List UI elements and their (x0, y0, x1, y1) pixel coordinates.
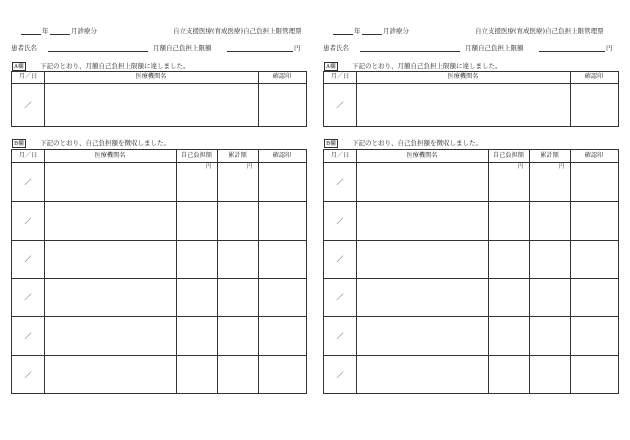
section-a-tag: A欄 (326, 64, 336, 70)
month-label: 月診療分 (383, 27, 409, 35)
col-seal-header: 確認印 (584, 152, 604, 159)
col-seal-header: 確認印 (584, 73, 604, 80)
date-slash[interactable]: ／ (24, 101, 32, 109)
col-institution-header: 医療機関名 (94, 152, 126, 159)
form-title: 自立支援医療(育成医療)自己負担上限管理票 (173, 27, 302, 35)
section-b-tag: B欄 (326, 141, 336, 147)
copay-yen-unit: 円 (518, 164, 524, 170)
date-slash[interactable]: ／ (24, 255, 32, 263)
col-date-header: 月／日 (18, 152, 38, 159)
section-a-description: 下記のとおり、月額自己負担上限額に達しました。 (352, 62, 502, 70)
col-copay-header: 自己負担額 (493, 152, 524, 159)
copay-yen-unit: 円 (206, 164, 212, 170)
patient-name-field[interactable] (360, 51, 460, 52)
date-slash[interactable]: ／ (336, 178, 344, 186)
cumulative-yen-unit: 円 (559, 164, 565, 170)
col-date-header: 月／日 (330, 152, 350, 159)
col-cumulative-header: 累計額 (540, 152, 559, 159)
section-b-description: 下記のとおり、自己負担額を徴収しました。 (40, 139, 170, 147)
patient-name-field[interactable] (48, 51, 148, 52)
year-label: 年 (354, 27, 361, 35)
section-b-description: 下記のとおり、自己負担額を徴収しました。 (352, 139, 482, 147)
col-date-header: 月／日 (18, 73, 38, 80)
date-slash[interactable]: ／ (24, 332, 32, 340)
management-form-left (11, 0, 307, 440)
col-date-header: 月／日 (330, 73, 350, 80)
year-blank[interactable] (333, 34, 353, 35)
patient-name-label: 患者氏名 (323, 44, 349, 52)
date-slash[interactable]: ／ (336, 101, 344, 109)
col-cumulative-header: 累計額 (228, 152, 247, 159)
month-blank[interactable] (362, 34, 382, 35)
section-a-tag: A欄 (14, 64, 24, 70)
monthly-limit-label: 月額自己負担上限額 (465, 44, 524, 52)
year-label: 年 (42, 27, 49, 35)
monthly-limit-field[interactable] (539, 51, 605, 52)
col-copay-header: 自己負担額 (181, 152, 212, 159)
date-slash[interactable]: ／ (24, 178, 32, 186)
year-blank[interactable] (21, 34, 41, 35)
section-b-tag: B欄 (14, 141, 24, 147)
col-institution-header: 医療機関名 (406, 152, 438, 159)
col-seal-header: 確認印 (272, 73, 292, 80)
date-slash[interactable]: ／ (336, 255, 344, 263)
date-slash[interactable]: ／ (336, 371, 344, 379)
management-form-right (323, 0, 619, 440)
date-slash[interactable]: ／ (24, 293, 32, 301)
col-institution-header: 医療機関名 (447, 73, 479, 80)
limit-yen-label: 円 (294, 44, 301, 52)
monthly-limit-label: 月額自己負担上限額 (153, 44, 212, 52)
month-blank[interactable] (50, 34, 70, 35)
limit-yen-label: 円 (606, 44, 613, 52)
cumulative-yen-unit: 円 (247, 164, 253, 170)
section-a-table (323, 71, 619, 127)
section-b-table (323, 149, 619, 394)
patient-name-label: 患者氏名 (11, 44, 37, 52)
form-title: 自立支援医療(育成医療)自己負担上限管理票 (475, 27, 604, 35)
col-seal-header: 確認印 (272, 152, 292, 159)
date-slash[interactable]: ／ (24, 217, 32, 225)
section-b-table (11, 149, 307, 394)
month-label: 月診療分 (71, 27, 97, 35)
col-institution-header: 医療機関名 (135, 73, 167, 80)
section-a-table (11, 71, 307, 127)
section-a-description: 下記のとおり、月額自己負担上限額に達しました。 (40, 62, 190, 70)
monthly-limit-field[interactable] (227, 51, 293, 52)
date-slash[interactable]: ／ (336, 332, 344, 340)
date-slash[interactable]: ／ (336, 293, 344, 301)
date-slash[interactable]: ／ (24, 371, 32, 379)
date-slash[interactable]: ／ (336, 217, 344, 225)
